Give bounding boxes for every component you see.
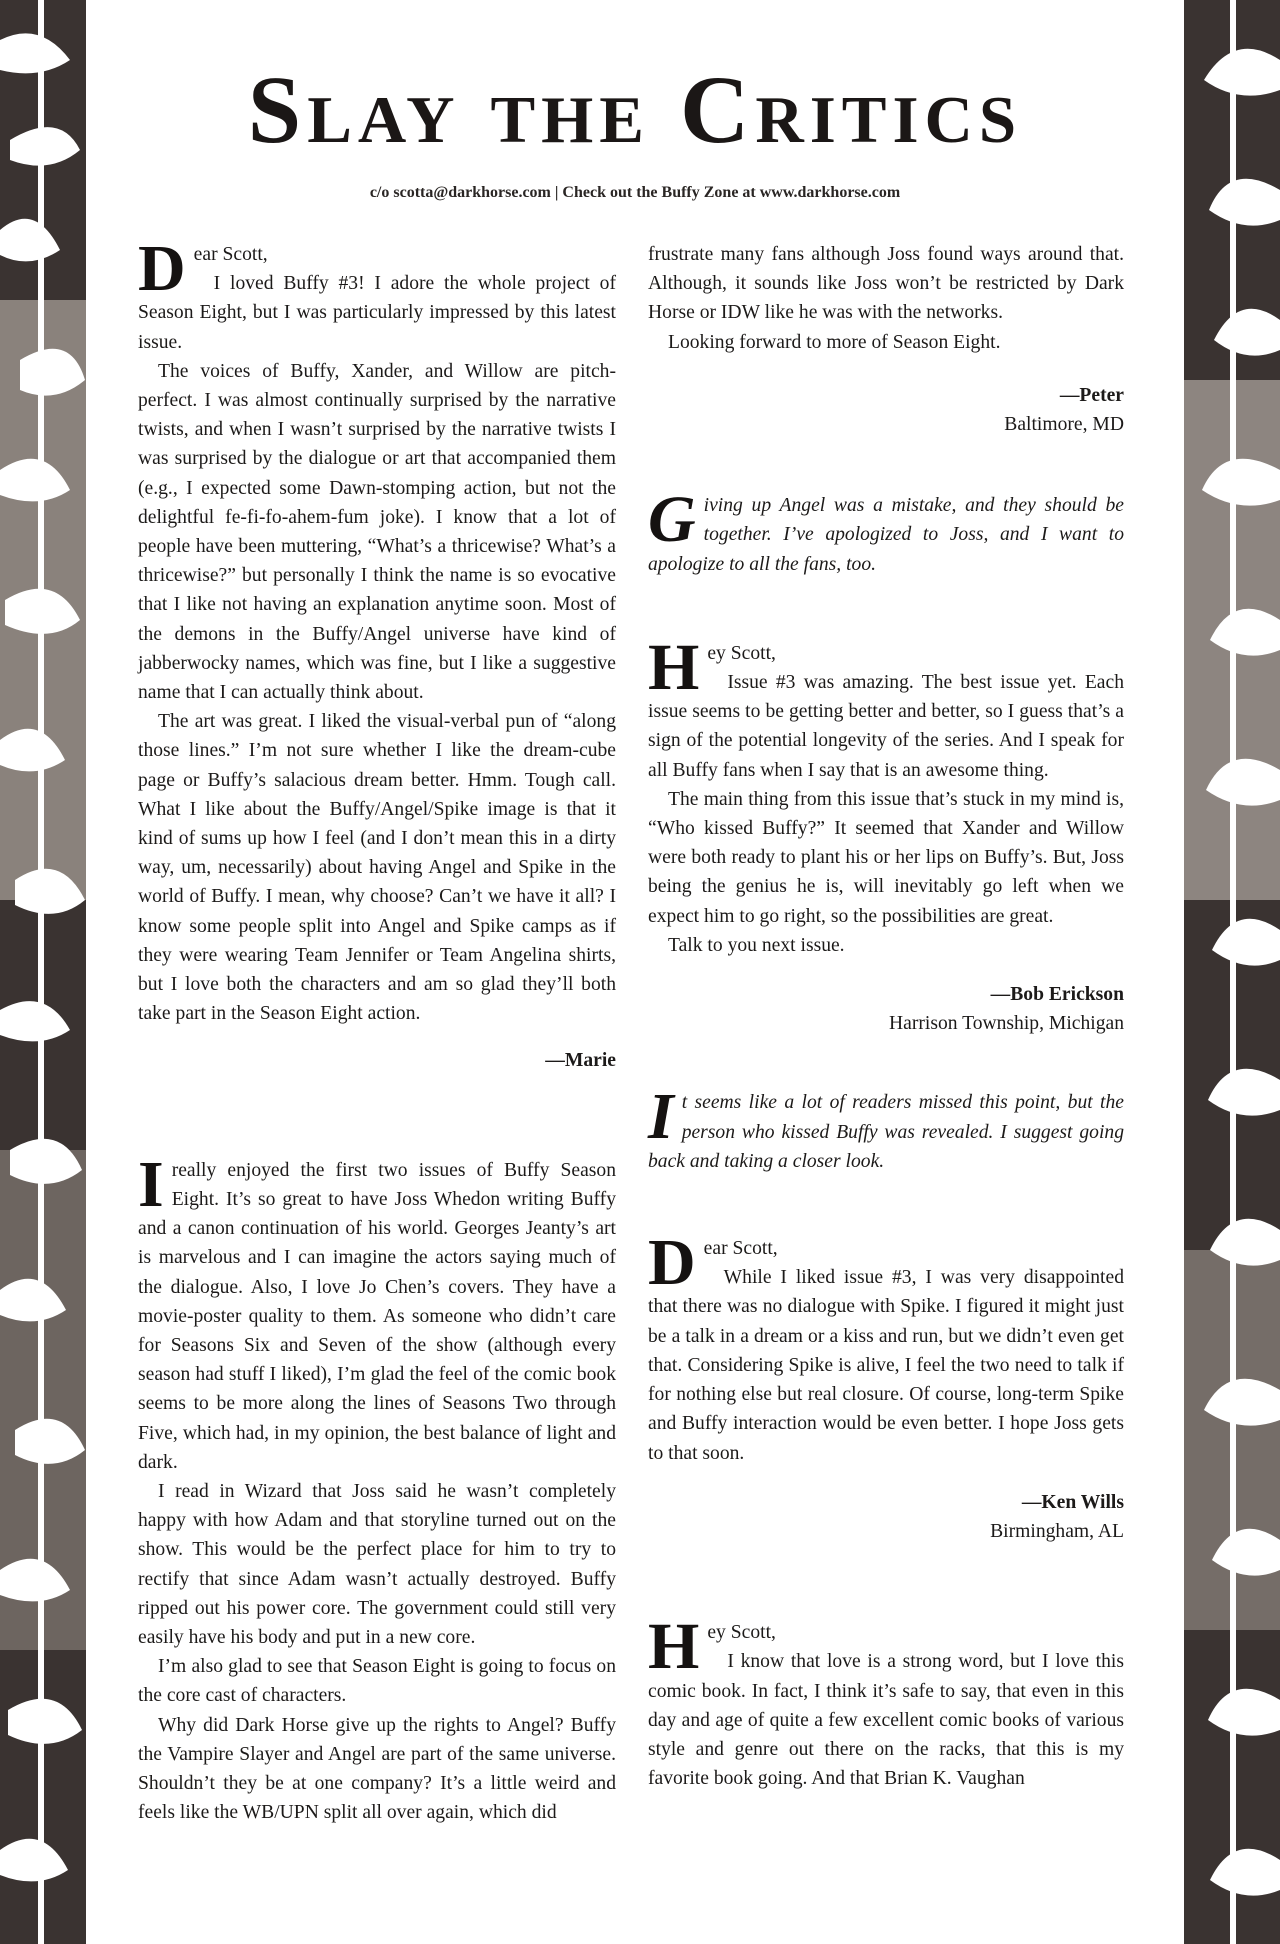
letter-paragraph: I read in Wizard that Joss said he wasn’t completely happy with how Adam and that storyline turned out on the show. This would be the perfect place for him to try to rectify that since Adam wasn’t actually destroyed. Buffy ripped out his power core. The government could still very easily have his body and put in a new core. <box>138 1480 616 1648</box>
signature: —Marie <box>545 1050 616 1072</box>
location: Baltimore, MD <box>1004 414 1124 436</box>
letter-paragraph: The main thing from this issue that’s stuck in my mind is, “Who kissed Buffy?” It seemed that Xander and Willow were both ready to plant his or her lips on Buffy’s. But, Joss being the genius he is, will inevitably go left when we expect him to go right, so the possibilities are great. <box>648 788 1124 927</box>
letter-paragraph: really enjoyed the first two issues of Buffy Season Eight. It’s so great to have Joss Whedon writing Buffy and a canon continuation of his world. Georges Jeanty’s art is marvelous and I can imagine the actors saying much of the dialogue. Also, I love Jo Chen’s covers. They have a movie-poster quality to them. As someone who didn’t care for Seasons Six and Seven of the show (although every season had stuff I liked), I’m glad the feel of the comic book seems to be more along the lines of Seasons Two through Five, which had, in my opinion, the best balance of light and dark. <box>138 1159 616 1473</box>
page-title: Slay the Critics <box>247 56 1023 163</box>
right-foliage-border <box>1184 0 1280 1944</box>
foliage-silhouette-left <box>0 0 86 1944</box>
dropcap: I <box>138 1147 164 1221</box>
signature: —Peter <box>1059 384 1124 406</box>
letter-marie <box>138 232 616 1076</box>
signature: —Ken Wills <box>1021 1491 1124 1513</box>
letter-bob-erickson <box>648 630 1124 1039</box>
location: Birmingham, AL <box>990 1520 1124 1542</box>
editor-reply <box>648 483 1124 579</box>
location: Harrison Township, Michigan <box>888 1013 1124 1035</box>
letter-peter <box>138 1147 616 1828</box>
letter-paragraph: Why did Dark Horse give up the rights to Angel? Buffy the Vampire Slayer and Angel are part of the same universe. Shouldn’t they be at one company? It’s a little weird and feels like the WB/UPN split all over again, which did <box>138 1714 616 1824</box>
signature: —Bob Erickson <box>990 984 1124 1006</box>
letter-paragraph: Talk to you next issue. <box>668 934 845 956</box>
salutation: ear Scott, <box>703 1238 778 1260</box>
dropcap: D <box>138 232 186 305</box>
letters-page <box>86 0 1184 1944</box>
letter-paragraph: Looking forward to more of Season Eight. <box>668 331 1001 353</box>
letter-paragraph: I loved Buffy #3! I adore the whole project of Season Eight, but I was particularly impressed by this latest issue. <box>138 273 616 353</box>
letter-paragraph: The art was great. I liked the visual-verbal pun of “along those lines.” I’m not sure whether I like the dream-cube page or Buffy’s salacious dream better. Hmm. Tough call. What I like about the Buffy/Angel/Spike image is that it kind of sums up how I feel (and I don’t mean this in a dirty way, um, necessarily) about having Angel and Spike in the world of Buffy. I mean, why choose? Can’t we have it all? I know some people split into Angel and Spike camps as if they were wearing Team Jennifer or Team Angelina shirts, but I love both the characters and am so glad they’ll both take part in the Season Eight action. <box>138 711 616 1025</box>
right-column <box>648 240 1124 1813</box>
letter-paragraph: I know that love is a strong word, but I love this comic book. In fact, I think it’s safe to say, that even in this day and age of quite a few excellent comic books of various style and genre out there on the racks, that this is my favorite book going. And that Brian K. Vaughan <box>648 1651 1124 1790</box>
letter-peter-continued <box>648 240 1124 439</box>
editor-reply <box>648 1080 1124 1176</box>
dropcap: G <box>648 483 696 557</box>
reply-text: iving up Angel was a mistake, and they should be together. I’ve apologized to Joss, and I want to apologize to all the fans, too. <box>648 495 1124 575</box>
page-subtitle: c/o scotta@darkhorse.com | Check out the Buffy Zone at www.darkhorse.com <box>369 184 901 201</box>
dropcap: D <box>648 1226 696 1300</box>
left-column <box>138 232 616 1847</box>
letter-hey-scott <box>648 1610 1124 1793</box>
letter-paragraph: frustrate many fans although Joss found ways around that. Although, it sounds like Joss won’t be restricted by Dark Horse or IDW like he was with the networks. <box>648 244 1124 324</box>
dropcap: H <box>648 1610 700 1684</box>
letter-paragraph: The voices of Buffy, Xander, and Willow are pitch-perfect. I was almost continually surprised by the narrative twists, and when I wasn’t surprised by the narrative twists I was surprised by the dialogue or art that accompanied them (e.g., I expected some Dawn-stomping action, but not the delightful fe-fi-fo-ahem-fum joke). I know that a lot of people have been muttering, “What’s a thricewise? What’s a thricewise?” but personally I think the name is so evocative that I like not having an explanation anytime soon. Most of the demons in the Buffy/Angel universe have kind of jabberwocky names, which was fine, but I like a suggestive name that I can actually think about. <box>138 360 616 704</box>
dropcap: I <box>648 1080 674 1154</box>
letter-paragraph: While I liked issue #3, I was very disappointed that there was no dialogue with Spike. I figured it might just be a talk in a dream or a kiss and run, but we didn’t even get that. Considering Spike is alive, I feel the two need to talk if for nothing else but real closure. Of course, long-term Spike and Buffy interaction would be even better. I hope Joss gets to that soon. <box>648 1267 1124 1464</box>
letter-ken-wills <box>648 1226 1124 1546</box>
salutation: ey Scott, <box>707 1622 776 1644</box>
left-foliage-border <box>0 0 86 1944</box>
dropcap: H <box>648 630 700 704</box>
salutation: ey Scott, <box>707 642 776 664</box>
letter-paragraph: I’m also glad to see that Season Eight is going to focus on the core cast of characters. <box>138 1656 616 1707</box>
letter-paragraph: Issue #3 was amazing. The best issue yet. Each issue seems to be getting better and better, so I guess that’s a sign of the potential longevity of the series. And I speak for all Buffy fans when I say that is an awesome thing. <box>648 672 1124 781</box>
salutation: ear Scott, <box>193 244 268 265</box>
foliage-silhouette-right <box>1184 0 1280 1944</box>
reply-text: t seems like a lot of readers missed this point, but the person who kissed Buffy was revealed. I suggest going back and taking a closer look. <box>648 1092 1124 1172</box>
